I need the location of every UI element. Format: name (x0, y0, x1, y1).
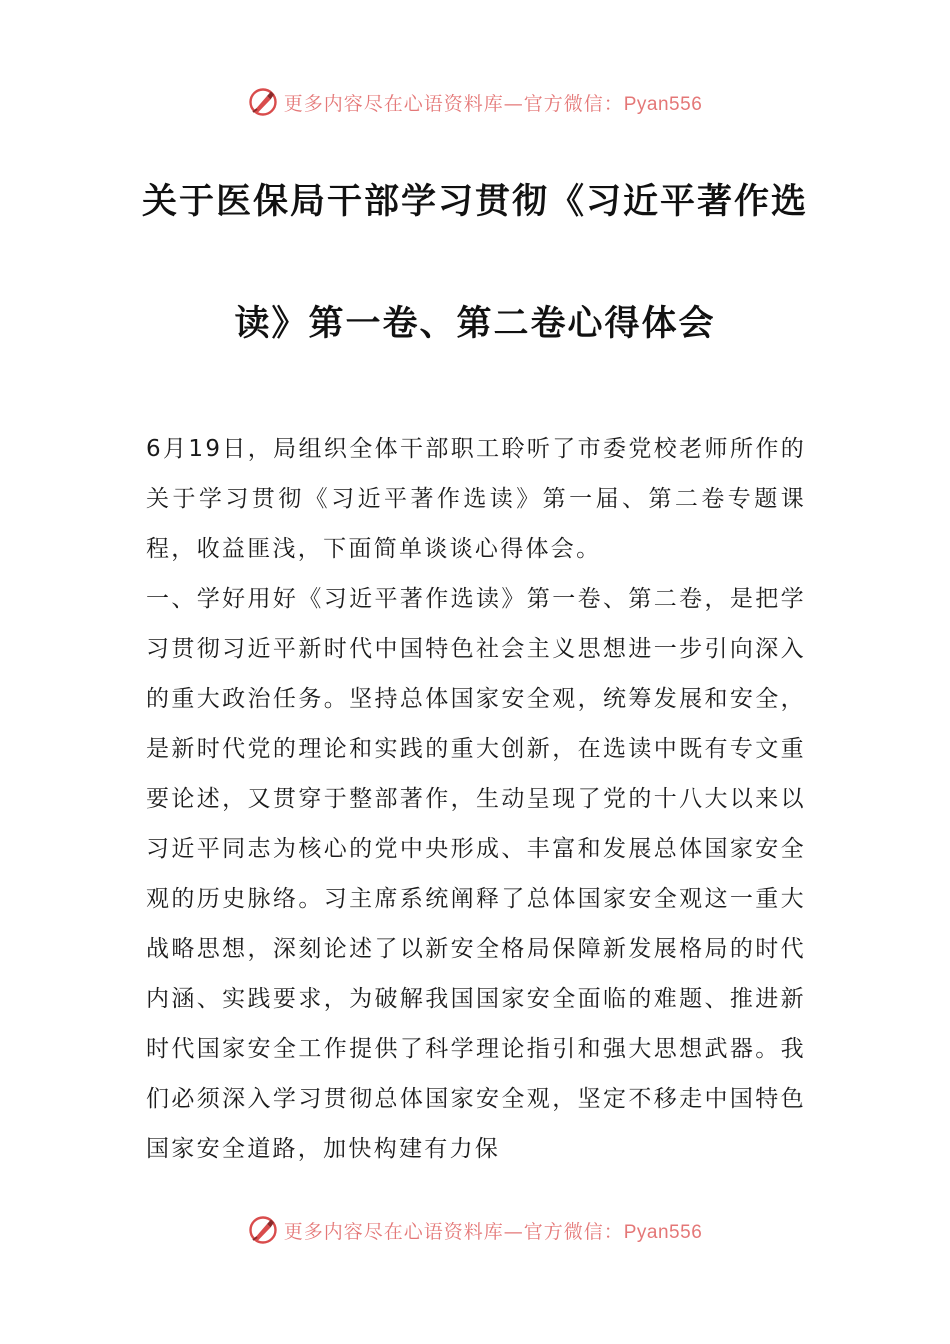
body-paragraph: 一、学好用好《习近平著作选读》第一卷、第二卷，是把学习贯彻习近平新时代中国特色社会主义思想进一步引向深入的重大政治任务。坚持总体国家安全观，统筹发展和安全，是新时代党的理论和实践的重大创新，在选读中既有专文重要论述，又贯穿于整部著作，生动呈现了党的十八大以来以习近平同志为核心的党中央形成、丰富和发展总体国家安全观的历史脉络。习主席系统阐释了总体国家安全观这一重大战略思想，深刻论述了以新安全格局保障新发展格局的时代内涵、实践要求，为破解我国国家安全面临的难题、推进新时代国家安全工作提供了科学理论指引和强大思想武器。我们必须深入学习贯彻总体国家安全观，坚定不移走中国特色国家安全道路，加快构建有力保 (146, 586, 806, 1162)
watermark-text: 更多内容尽在心语资料库—官方微信：Pyan556 (283, 1220, 703, 1243)
watermark-account: Pyan556 (623, 1221, 703, 1243)
pen-nib-logo-icon (248, 1215, 278, 1245)
pen-nib-logo-icon (248, 87, 278, 117)
watermark-account: Pyan556 (623, 93, 703, 115)
document-title-line-2: 读》第一卷、第二卷心得体会 (234, 304, 716, 344)
document-title-line-1: 关于医保局干部学习贯彻《习近平著作选 (141, 182, 808, 222)
body-paragraph: 6月19日，局组织全体干部职工聆听了市委党校老师所作的关于学习贯彻《习近平著作选读》第一届、第二卷专题课程，收益匪浅，下面简单谈谈心得体会。 (146, 436, 806, 562)
header-watermark (0, 82, 950, 122)
document-body (146, 424, 806, 1174)
watermark-text: 更多内容尽在心语资料库—官方微信：Pyan556 (283, 92, 703, 115)
footer-watermark (0, 1210, 950, 1250)
